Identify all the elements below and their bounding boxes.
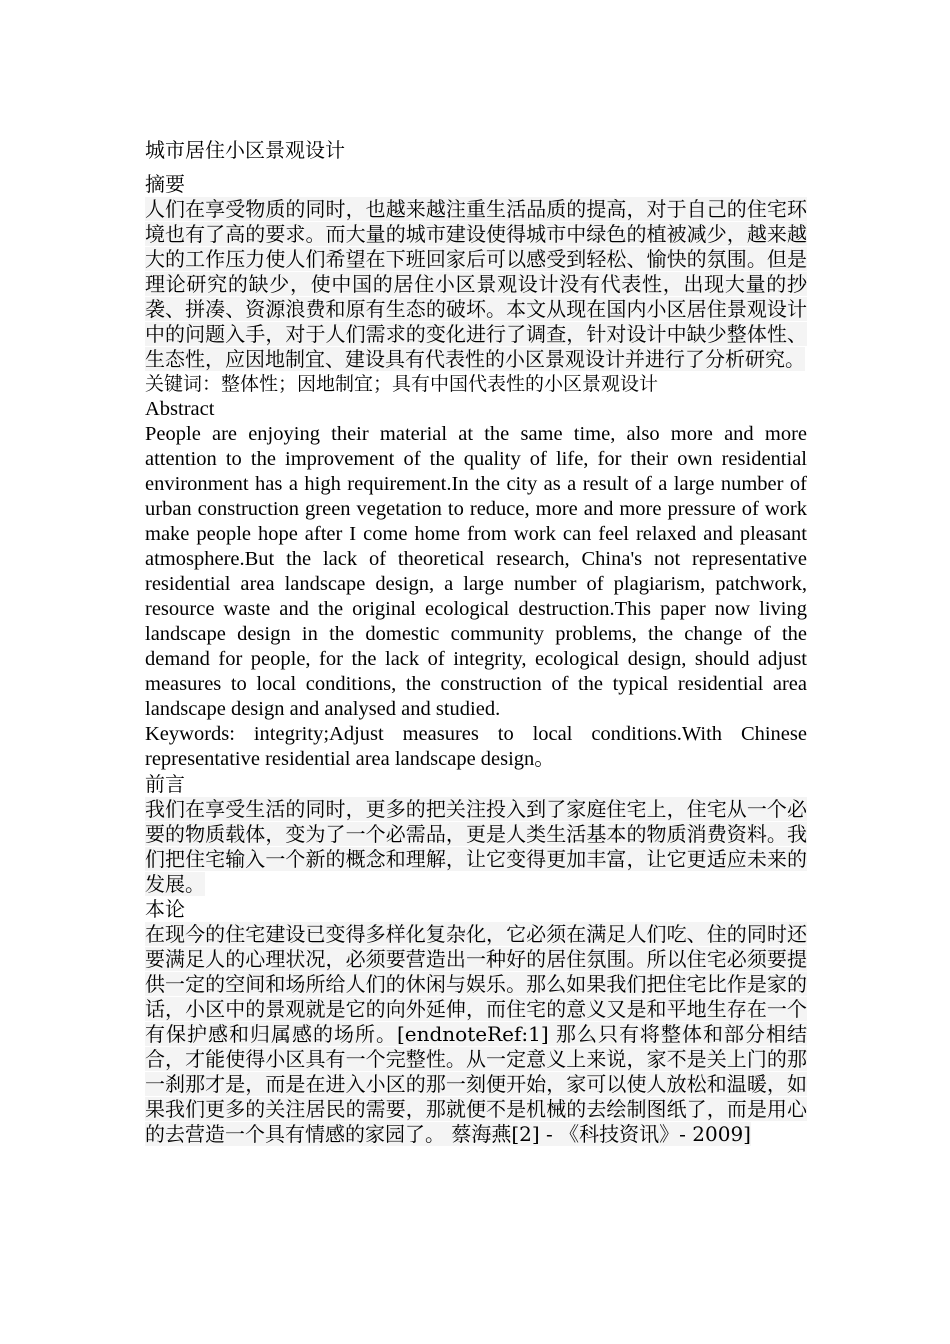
main-heading: 本论 bbox=[145, 897, 185, 921]
abstract-cn-text: 人们在享受物质的同时，也越来越注重生活品质的提高，对于自己的住宅环境也有了高的要求。而大量的城市建设使得城市中绿色的植被减少，越来越大的工作压力使人们希望在下班回家后可以感受到轻松、愉快的氛围。但是理论研究的缺少，使中国的居住小区景观设计没有代表性，出现大量的抄袭、拼凑、资源浪费和原有生态的破坏。本文从现在国内小区居住景观设计中的问题入手，对于人们需求的变化进行了调查，针对设计中缺少整体性、生态性，应因地制宜、建设具有代表性的小区景观设计并进行了分析研究。 bbox=[145, 197, 807, 371]
document-page bbox=[145, 136, 807, 1147]
abstract-cn-keywords: 关键词：整体性；因地制宜；具有中国代表性的小区景观设计 bbox=[145, 373, 659, 395]
abstract-cn-heading: 摘要 bbox=[145, 172, 185, 196]
abstract-en-text: People are enjoying their material at the same time, also more and more attention to the improvement of the quality of life, for their own residential environment has a high requirement.In the city as a result of a large number of urban construction green vegetation to reduce, more and more pressure of work make people hope after I come home from work can feel relaxed and pleasant atmosphere.But the lack of theoretical research, China's not representative residential area landscape design, a large number of plagiarism, patchwork, resource waste and the original ecological destruction.This paper now living landscape design in the domestic community problems, the change of the demand for people, for the lack of integrity, ecological design, should adjust measures to local conditions, the construction of the typical residential area landscape design and analysed and studied. bbox=[145, 423, 807, 720]
abstract-cn-body bbox=[145, 197, 807, 372]
main-body bbox=[145, 922, 807, 1147]
preface-body bbox=[145, 797, 807, 897]
main-text: 在现今的住宅建设已变得多样化复杂化，它必须在满足人们吃、住的同时还要满足人的心理状况，必须要营造出一种好的居住氛围。所以住宅必须要提供一定的空间和场所给人们的休闲与娱乐。那么如果我们把住宅比作是家的话，小区中的景观就是它的向外延伸，而住宅的意义又是和平地生存在一个有保护感和归属感的场所。[endnoteRef:1] 那么只有将整体和部分相结合，才能使得小区具有一个完整性。从一定意义上来说，家不是关上门的那一刹那才是，而是在进入小区的那一刻便开始，家可以使人放松和温暖，如果我们更多的关注居民的需要，那就便不是机械的去绘制图纸了，而是用心的去营造一个具有情感的家园了。 蔡海燕[2] - 《科技资讯》- 2009] bbox=[145, 922, 807, 1146]
abstract-en-heading: Abstract bbox=[145, 398, 215, 420]
abstract-en-body bbox=[145, 422, 807, 722]
preface-heading: 前言 bbox=[145, 772, 185, 796]
abstract-en-keywords: Keywords: integrity;Adjust measures to local conditions.With Chinese representative residential area landscape design。 bbox=[145, 723, 807, 770]
preface-text: 我们在享受生活的同时，更多的把关注投入到了家庭住宅上，住宅从一个必要的物质载体，变为了一个必需品，更是人类生活基本的物质消费资料。我们把住宅输入一个新的概念和理解，让它变得更加丰富，让它更适应未来的发展。 bbox=[145, 797, 807, 896]
document-title: 城市居住小区景观设计 bbox=[145, 138, 345, 162]
